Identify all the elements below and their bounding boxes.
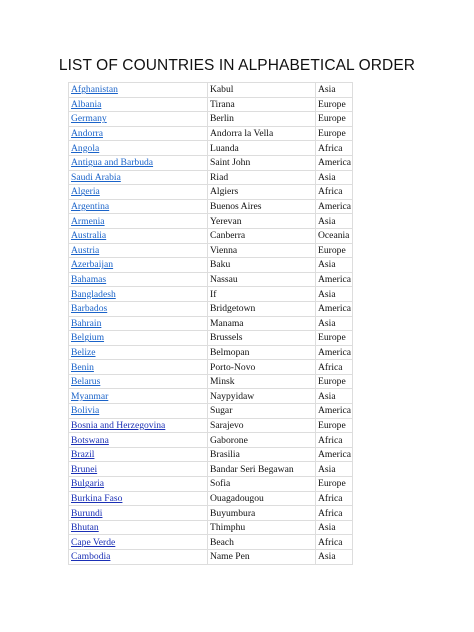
table-row (69, 550, 353, 565)
country-link[interactable]: Antigua and Barbuda (71, 157, 154, 169)
country-link[interactable]: Saudi Arabia (71, 171, 121, 183)
country-link[interactable]: Bahrain (71, 317, 102, 329)
capital-cell: Naypyidaw (208, 389, 316, 404)
table-row (69, 433, 353, 448)
country-cell (69, 243, 208, 258)
capital-cell: Sugar (208, 404, 316, 419)
continent-cell: Europe (316, 97, 353, 112)
capital-cell: Bandar Seri Begawan (208, 462, 316, 477)
country-cell (69, 331, 208, 346)
continent-cell: Asia (316, 214, 353, 229)
capital-cell: Name Pen (208, 550, 316, 565)
country-cell (69, 374, 208, 389)
country-link[interactable]: Albania (71, 98, 102, 110)
country-cell (69, 389, 208, 404)
table-row (69, 83, 353, 98)
country-link[interactable]: Barbados (71, 303, 108, 315)
country-cell (69, 97, 208, 112)
capital-cell: Riad (208, 170, 316, 185)
capital-cell: Thimphu (208, 520, 316, 535)
continent-cell: Asia (316, 550, 353, 565)
country-link[interactable]: Botswana (71, 434, 109, 446)
table-row (69, 316, 353, 331)
table-row (69, 97, 353, 112)
country-cell (69, 141, 208, 156)
continent-cell: Africa (316, 491, 353, 506)
continent-cell: Oceania (316, 228, 353, 243)
table-row (69, 331, 353, 346)
country-cell (69, 214, 208, 229)
continent-cell: Europe (316, 331, 353, 346)
capital-cell: Andorra la Vella (208, 126, 316, 141)
country-cell (69, 477, 208, 492)
capital-cell: Beach (208, 535, 316, 550)
table-row (69, 374, 353, 389)
country-link[interactable]: Argentina (71, 201, 110, 213)
country-cell (69, 199, 208, 214)
country-link[interactable]: Cape Verde (71, 536, 116, 548)
country-cell (69, 170, 208, 185)
country-link[interactable]: Burundi (71, 507, 103, 519)
country-cell (69, 287, 208, 302)
table-row (69, 404, 353, 419)
table-row (69, 170, 353, 185)
country-link[interactable]: Belize (71, 346, 96, 358)
continent-cell: Europe (316, 243, 353, 258)
capital-cell: Ouagadougou (208, 491, 316, 506)
country-cell (69, 258, 208, 273)
table-row (69, 199, 353, 214)
page-title: LIST OF COUNTRIES IN ALPHABETICAL ORDER (58, 57, 416, 74)
country-link[interactable]: Burkina Faso (71, 492, 123, 504)
table-row (69, 243, 353, 258)
country-cell (69, 535, 208, 550)
capital-cell: Bridgetown (208, 301, 316, 316)
capital-cell: Vienna (208, 243, 316, 258)
table-row (69, 155, 353, 170)
country-cell (69, 126, 208, 141)
country-cell (69, 360, 208, 375)
country-cell (69, 404, 208, 419)
continent-cell: Asia (316, 83, 353, 98)
country-cell (69, 345, 208, 360)
table-row (69, 447, 353, 462)
country-cell (69, 155, 208, 170)
table-row (69, 360, 353, 375)
capital-cell: Nassau (208, 272, 316, 287)
continent-cell: Europe (316, 126, 353, 141)
table-row (69, 228, 353, 243)
country-cell (69, 550, 208, 565)
continent-cell: America (316, 404, 353, 419)
capital-cell: Berlin (208, 112, 316, 127)
country-link[interactable]: Bhutan (71, 522, 99, 534)
country-link[interactable]: Brazil (71, 449, 95, 461)
capital-cell: If (208, 287, 316, 302)
continent-cell: Asia (316, 170, 353, 185)
continent-cell: Asia (316, 462, 353, 477)
country-link[interactable]: Bangladesh (71, 288, 116, 300)
country-link[interactable]: Afghanistan (71, 84, 118, 96)
country-link[interactable]: Bolivia (71, 405, 100, 417)
country-cell (69, 447, 208, 462)
table-row (69, 287, 353, 302)
capital-cell: Kabul (208, 83, 316, 98)
continent-cell: Asia (316, 389, 353, 404)
country-link[interactable]: Australia (71, 230, 107, 242)
capital-cell: Brussels (208, 331, 316, 346)
country-cell (69, 185, 208, 200)
country-link[interactable]: Austria (71, 244, 100, 256)
country-link[interactable]: Myanmar (71, 390, 109, 402)
country-link[interactable]: Belgium (71, 332, 105, 344)
capital-cell: Buyumbura (208, 506, 316, 521)
continent-cell: Europe (316, 477, 353, 492)
table-row (69, 141, 353, 156)
country-link[interactable]: Benin (71, 361, 94, 373)
continent-cell: Africa (316, 141, 353, 156)
capital-cell: Buenos Aires (208, 199, 316, 214)
continent-cell: America (316, 155, 353, 170)
table-row (69, 214, 353, 229)
capital-cell: Saint John (208, 155, 316, 170)
capital-cell: Porto-Novo (208, 360, 316, 375)
continent-cell: Asia (316, 520, 353, 535)
table-row (69, 462, 353, 477)
continent-cell: America (316, 345, 353, 360)
continent-cell: America (316, 301, 353, 316)
table-row (69, 389, 353, 404)
country-cell (69, 301, 208, 316)
country-link[interactable]: Bahamas (71, 274, 107, 286)
capital-cell: Tirana (208, 97, 316, 112)
country-link[interactable]: Angola (71, 142, 100, 154)
continent-cell: Africa (316, 433, 353, 448)
table-row (69, 126, 353, 141)
country-cell (69, 83, 208, 98)
continent-cell: America (316, 272, 353, 287)
country-link[interactable]: Andorra (71, 128, 103, 140)
country-cell (69, 433, 208, 448)
table-row (69, 272, 353, 287)
continent-cell: Asia (316, 258, 353, 273)
countries-table (68, 82, 353, 565)
table-row (69, 418, 353, 433)
table-row (69, 477, 353, 492)
country-cell (69, 112, 208, 127)
country-cell (69, 520, 208, 535)
country-cell (69, 272, 208, 287)
continent-cell: Africa (316, 535, 353, 550)
continent-cell: Europe (316, 112, 353, 127)
capital-cell: Gaborone (208, 433, 316, 448)
country-link[interactable]: Germany (71, 113, 107, 125)
country-cell (69, 316, 208, 331)
capital-cell: Minsk (208, 374, 316, 389)
table-row (69, 345, 353, 360)
capital-cell: Yerevan (208, 214, 316, 229)
capital-cell: Canberra (208, 228, 316, 243)
country-link[interactable]: Cambodia (71, 551, 111, 563)
capital-cell: Algiers (208, 185, 316, 200)
capital-cell: Brasilia (208, 447, 316, 462)
country-link[interactable]: Armenia (71, 215, 105, 227)
country-cell (69, 228, 208, 243)
countries-table-body (69, 83, 353, 565)
table-row (69, 506, 353, 521)
continent-cell: America (316, 447, 353, 462)
table-row (69, 520, 353, 535)
country-cell (69, 418, 208, 433)
continent-cell: Asia (316, 287, 353, 302)
table-row (69, 185, 353, 200)
capital-cell: Luanda (208, 141, 316, 156)
capital-cell: Belmopan (208, 345, 316, 360)
country-link[interactable]: Azerbaijan (71, 259, 114, 271)
country-link[interactable]: Brunei (71, 463, 98, 475)
continent-cell: Europe (316, 374, 353, 389)
capital-cell: Baku (208, 258, 316, 273)
capital-cell: Sarajevo (208, 418, 316, 433)
continent-cell: Africa (316, 185, 353, 200)
country-link[interactable]: Bosnia and Herzegovina (71, 419, 166, 431)
country-cell (69, 491, 208, 506)
continent-cell: Africa (316, 506, 353, 521)
capital-cell: Sofia (208, 477, 316, 492)
capital-cell: Manama (208, 316, 316, 331)
table-row (69, 112, 353, 127)
continent-cell: Asia (316, 316, 353, 331)
table-row (69, 301, 353, 316)
continent-cell: Europe (316, 418, 353, 433)
country-link[interactable]: Belarus (71, 376, 101, 388)
table-row (69, 491, 353, 506)
country-link[interactable]: Algeria (71, 186, 100, 198)
continent-cell: Africa (316, 360, 353, 375)
table-row (69, 258, 353, 273)
country-cell (69, 506, 208, 521)
country-cell (69, 462, 208, 477)
table-row (69, 535, 353, 550)
country-link[interactable]: Bulgaria (71, 478, 105, 490)
continent-cell: America (316, 199, 353, 214)
